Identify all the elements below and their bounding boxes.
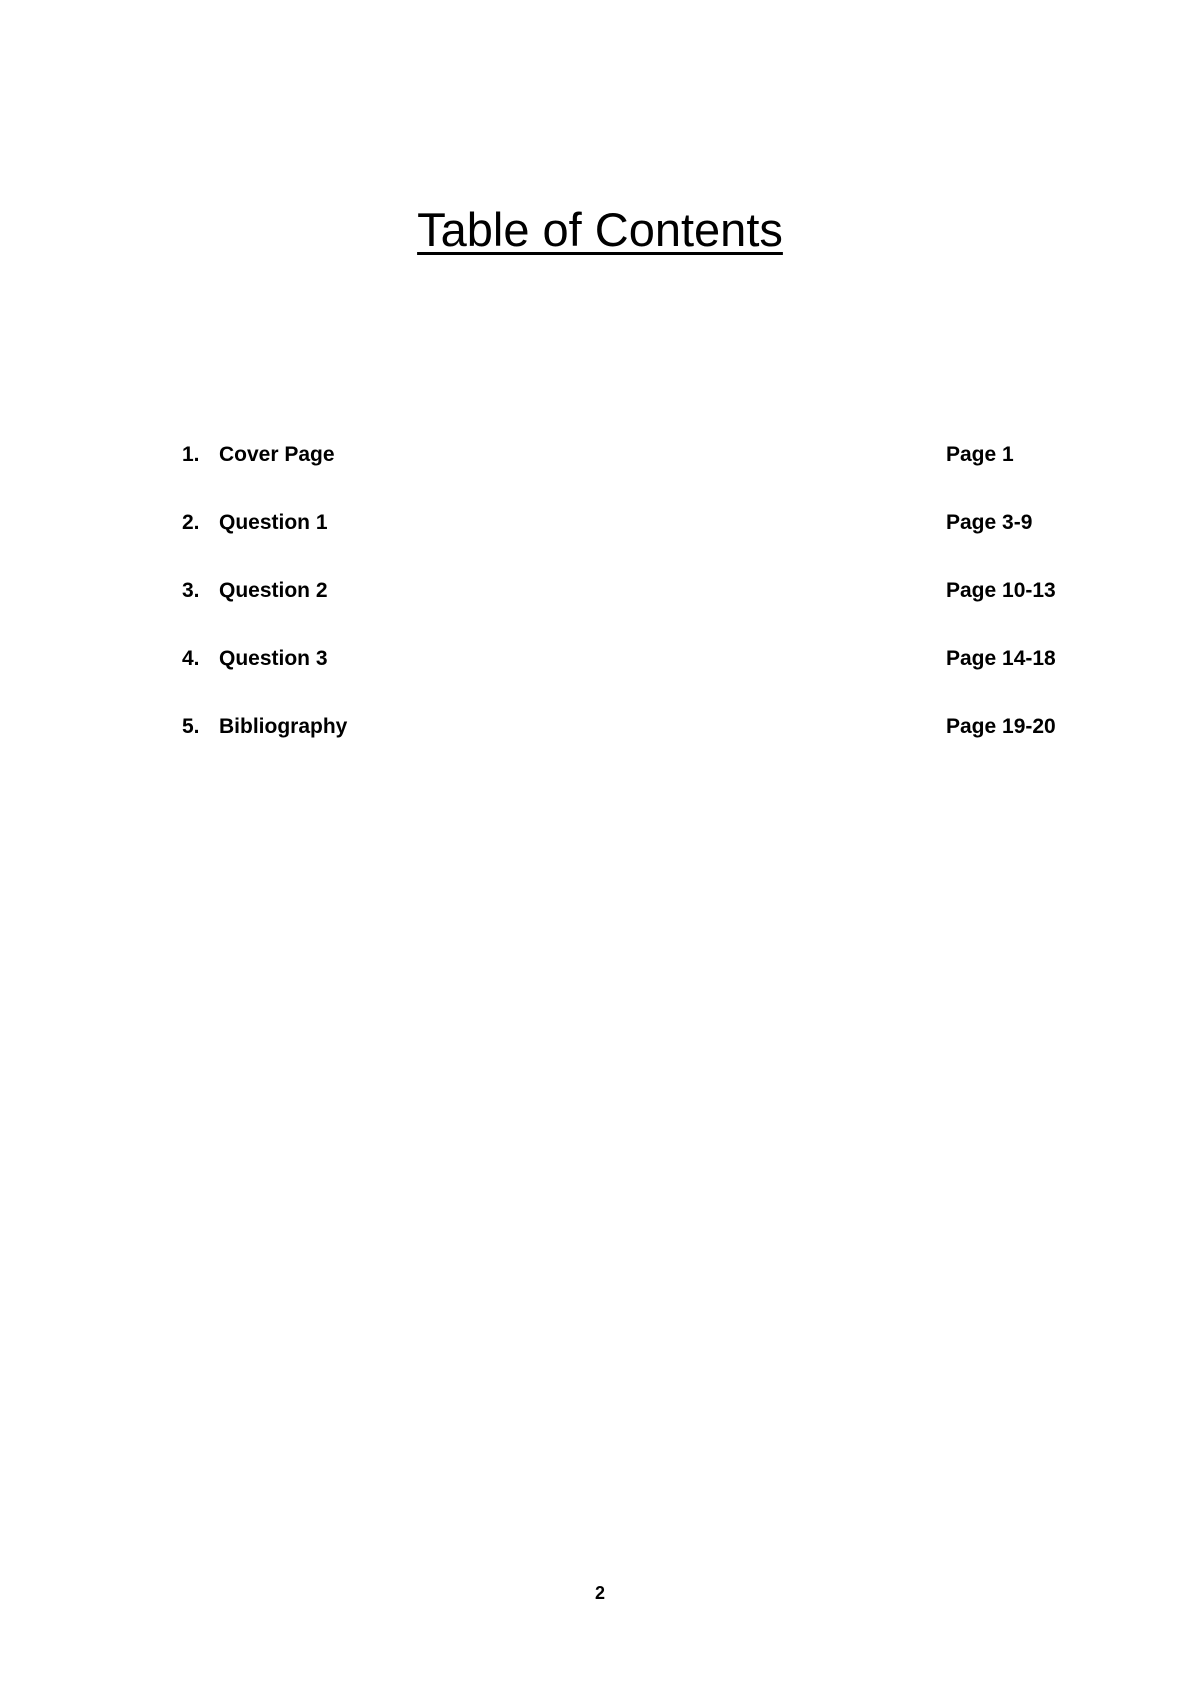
toc-item-label: Question 1 — [219, 511, 328, 534]
toc-item-label: Question 2 — [219, 579, 328, 602]
toc-item-number: 5. — [182, 715, 200, 738]
toc-item-page: Page 10-13 — [946, 579, 1056, 602]
toc-item-label: Question 3 — [219, 647, 328, 670]
toc-item-page: Page 19-20 — [946, 715, 1056, 738]
toc-item-number: 4. — [182, 647, 200, 670]
page-title-text: Table of Contents — [417, 203, 783, 256]
toc-item-label: Cover Page — [219, 443, 335, 466]
toc-item-number: 1. — [182, 443, 200, 466]
toc-item — [0, 644, 1200, 674]
toc-item-page: Page 1 — [946, 443, 1014, 466]
toc-item — [0, 440, 1200, 470]
toc-item-number: 2. — [182, 511, 200, 534]
page-number: 2 — [594, 1583, 605, 1603]
page-title — [0, 200, 1200, 260]
toc-item-page: Page 14-18 — [946, 647, 1056, 670]
toc-item-number: 3. — [182, 579, 200, 602]
toc-item — [0, 576, 1200, 606]
toc-item-label: Bibliography — [219, 715, 348, 738]
toc-item — [0, 508, 1200, 538]
toc-item — [0, 712, 1200, 742]
toc-item-page: Page 3-9 — [946, 511, 1033, 534]
